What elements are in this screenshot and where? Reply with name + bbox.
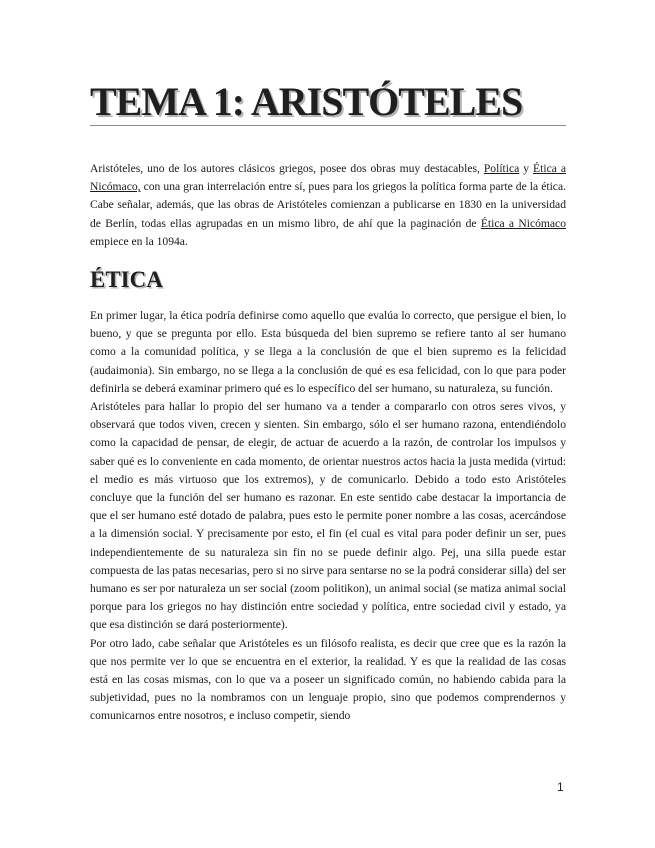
page-number: 1 <box>557 780 564 794</box>
intro-text-4: empiece en la 1094a. <box>90 234 188 248</box>
section-heading-etica: ÉTICA <box>90 267 163 293</box>
intro-text-1: Aristóteles, uno de los autores clásicos griegos, posee dos obras muy destacables, <box>90 162 484 175</box>
intro-text-3: con una gran interrelación entre sí, pues para los griegos la política forma parte de la ética. Cabe señalar, además, que las obras de Aristóteles comienzan a publicarse en 1830 en la universidad de Berlín, todas ellas agrupadas en un mismo libro, de ahí que la paginación de <box>90 180 566 230</box>
intro-paragraph <box>90 160 566 251</box>
document-body <box>90 160 566 726</box>
link-etica-nicomaco-2[interactable]: Ética a Nicómaco <box>480 216 566 230</box>
link-etica-nicomaco[interactable]: Ética a Nicómaco, <box>90 162 566 194</box>
paragraph-1: En primer lugar, la ética podría definirse como aquello que evalúa lo correcto, que persigue el bien, lo bueno, y que se pregunta por ello. Esta búsqueda del bien supremo se refiere tanto al ser humano como a la comunidad política, y se llega a la conclusión de que el bien supremo es la felicidad (audaimonia). Sin embargo, no se llega a la conclusión de qué es esa felicidad, con lo que para poder definirla se deberá examinar primero qué es lo específico del ser humano, su naturaleza, su función. <box>90 309 566 395</box>
link-politica[interactable]: Política <box>483 162 520 175</box>
intro-text-2: y <box>519 162 534 175</box>
document-title: TEMA 1: ARISTÓTELES <box>90 79 523 124</box>
paragraph-3: Por otro lado, cabe señalar que Aristóteles es un filósofo realista, es decir que cree que es la razón la que nos permite ver lo que se encuentra en el exterior, la realidad. Y es que la realidad de las cosas está en las cosas mismas, con lo que va a poseer un significado común, no habiendo cabida para la subjetividad, pues no la nombramos con un lenguaje propio, sino que podemos comprendernos y comunicarnos entre nosotros, e incluso competir, siendo <box>90 636 566 723</box>
title-divider <box>90 125 566 126</box>
paragraph-2: Aristóteles para hallar lo propio del ser humano va a tender a compararlo con otros seres vivos, y observará que todos viven, crecen y sienten. Sin embargo, sólo el ser humano razona, entendiéndolo como la capacidad de pensar, de elegir, de actuar de acuerdo a la razón, de controlar los impulsos y saber qué es lo conveniente en cada momento, de orientar nuestros actos hacia la justa medida (virtud: el medio es más virtuoso que los extremos), y de comunicarlo. Debido a todo esto Aristóteles concluye que la función del ser humano es razonar. En este sentido cabe destacar la importancia de que el ser humano esté dotado de palabra, pues esto le permite poner nombre a las cosas, acercándose a la dimensión social. Y precisamente por esto, el fin (el cual es vital para poder definir un ser, pues independientemente de su naturaleza sin fin no se puede definir algo. Pej, una silla puede estar compuesta de las patas necesarias, pero si no sirve para sentarse no se la podrá considerar silla) del ser humano es ser por naturaleza un ser social (zoom politikon), un animal social (se matiza animal social porque para los griegos no hay distinción entre sociedad y política, entre sociedad civil y estado, ya que esa distinción se dará posteriormente). <box>90 400 566 632</box>
